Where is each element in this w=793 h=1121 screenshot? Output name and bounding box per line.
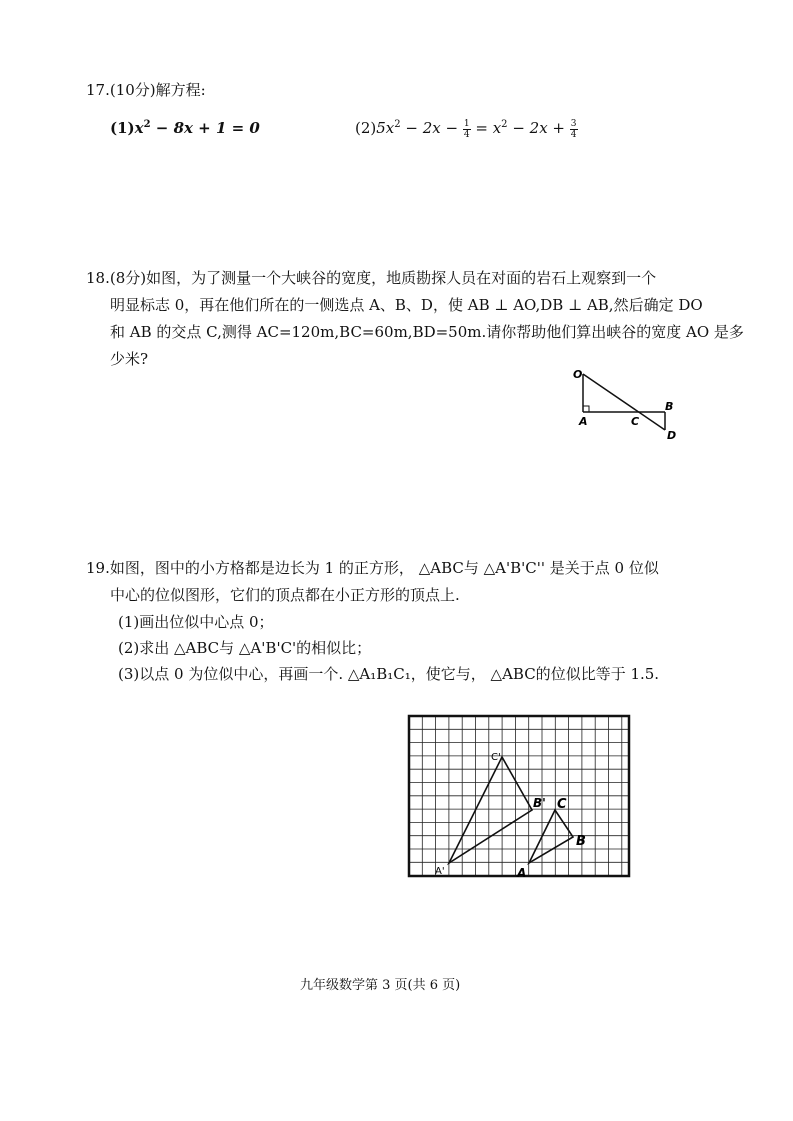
frac2-numerator: 3 <box>570 118 577 129</box>
q19-item-3: (3)以点 0 为位似中心，再画一个. △A₁B₁C₁，使它与， △ABC的位似比等于 1.5. <box>118 665 660 683</box>
label-a-prime: A' <box>435 866 445 877</box>
q17-equation-1 <box>110 112 260 141</box>
label-b-prime: B' <box>533 796 546 810</box>
page-footer: 九年级数学第 3 页(共 6 页) <box>300 978 461 993</box>
q18-line-2: 明显标志 0，再在他们所在的一侧选点 A、B、D，使 AB ⊥ AO,DB ⊥ AB,然后确定 DO <box>110 296 703 314</box>
eq2-p2: − 2x − <box>400 119 463 137</box>
eq1-rest: − 8x + 1 = 0 <box>150 119 260 137</box>
square-grid <box>409 716 629 876</box>
label-b: B <box>665 400 674 413</box>
eq2-p1: 5x <box>376 119 395 137</box>
q17-header: 17.(10分)解方程: <box>86 81 206 99</box>
q18-line-3: 和 AB 的交点 C,测得 AC=120m,BC=60m,BD=50m.请你帮助他们算出峡谷的宽度 AO 是多 <box>110 323 744 341</box>
triangle-a1b1c1 <box>449 757 532 863</box>
q19-item-1: (1)画出位似中心点 0； <box>118 613 274 631</box>
label-o: O <box>573 368 583 381</box>
eq1-label: (1) <box>110 119 135 137</box>
q18-line-1: 18.(8分)如图，为了测量一个大峡谷的宽度，地质勘探人员在对面的岩石上观察到一个 <box>86 269 657 287</box>
q19-item-2: (2)求出 △ABC与 △A'B'C'的相似比； <box>118 639 372 657</box>
canyon-figure <box>565 362 685 444</box>
eq1-exp: 2 <box>143 119 151 130</box>
eq1-x: x <box>134 119 144 137</box>
q19-line-1: 19.如图，图中的小方格都是边长为 1 的正方形， △ABC与 △A'B'C'' 是关于点 0 位似 <box>86 559 659 577</box>
q18-line-4: 少米? <box>110 350 149 368</box>
label-c-prime: C' <box>491 752 501 763</box>
eq2-fraction-2 <box>570 119 578 140</box>
triangle-abc <box>529 810 573 863</box>
eq2-p4: − 2x + <box>507 119 570 137</box>
eq2-exp2: 2 <box>501 119 508 130</box>
label-d: D <box>667 429 677 442</box>
q17-equation-2 <box>355 112 578 141</box>
right-angle-mark <box>583 406 589 412</box>
line-od <box>583 374 665 430</box>
homothety-grid-figure <box>405 712 633 880</box>
eq2-label: (2) <box>355 119 377 137</box>
eq2-fraction-1 <box>463 119 471 140</box>
label-b: B <box>576 834 586 849</box>
frac2-denominator: 4 <box>570 129 577 140</box>
eq2-exp1: 2 <box>394 119 401 130</box>
label-c: C <box>557 797 567 812</box>
q19-line-2: 中心的位似图形，它们的顶点都在小正方形的顶点上. <box>110 586 460 604</box>
label-c: C <box>631 415 640 428</box>
frac1-numerator: 1 <box>463 118 470 129</box>
label-a: A <box>517 866 527 880</box>
eq2-p3: = x <box>470 119 502 137</box>
label-a: A <box>579 415 588 428</box>
frac1-denominator: 4 <box>463 129 470 140</box>
